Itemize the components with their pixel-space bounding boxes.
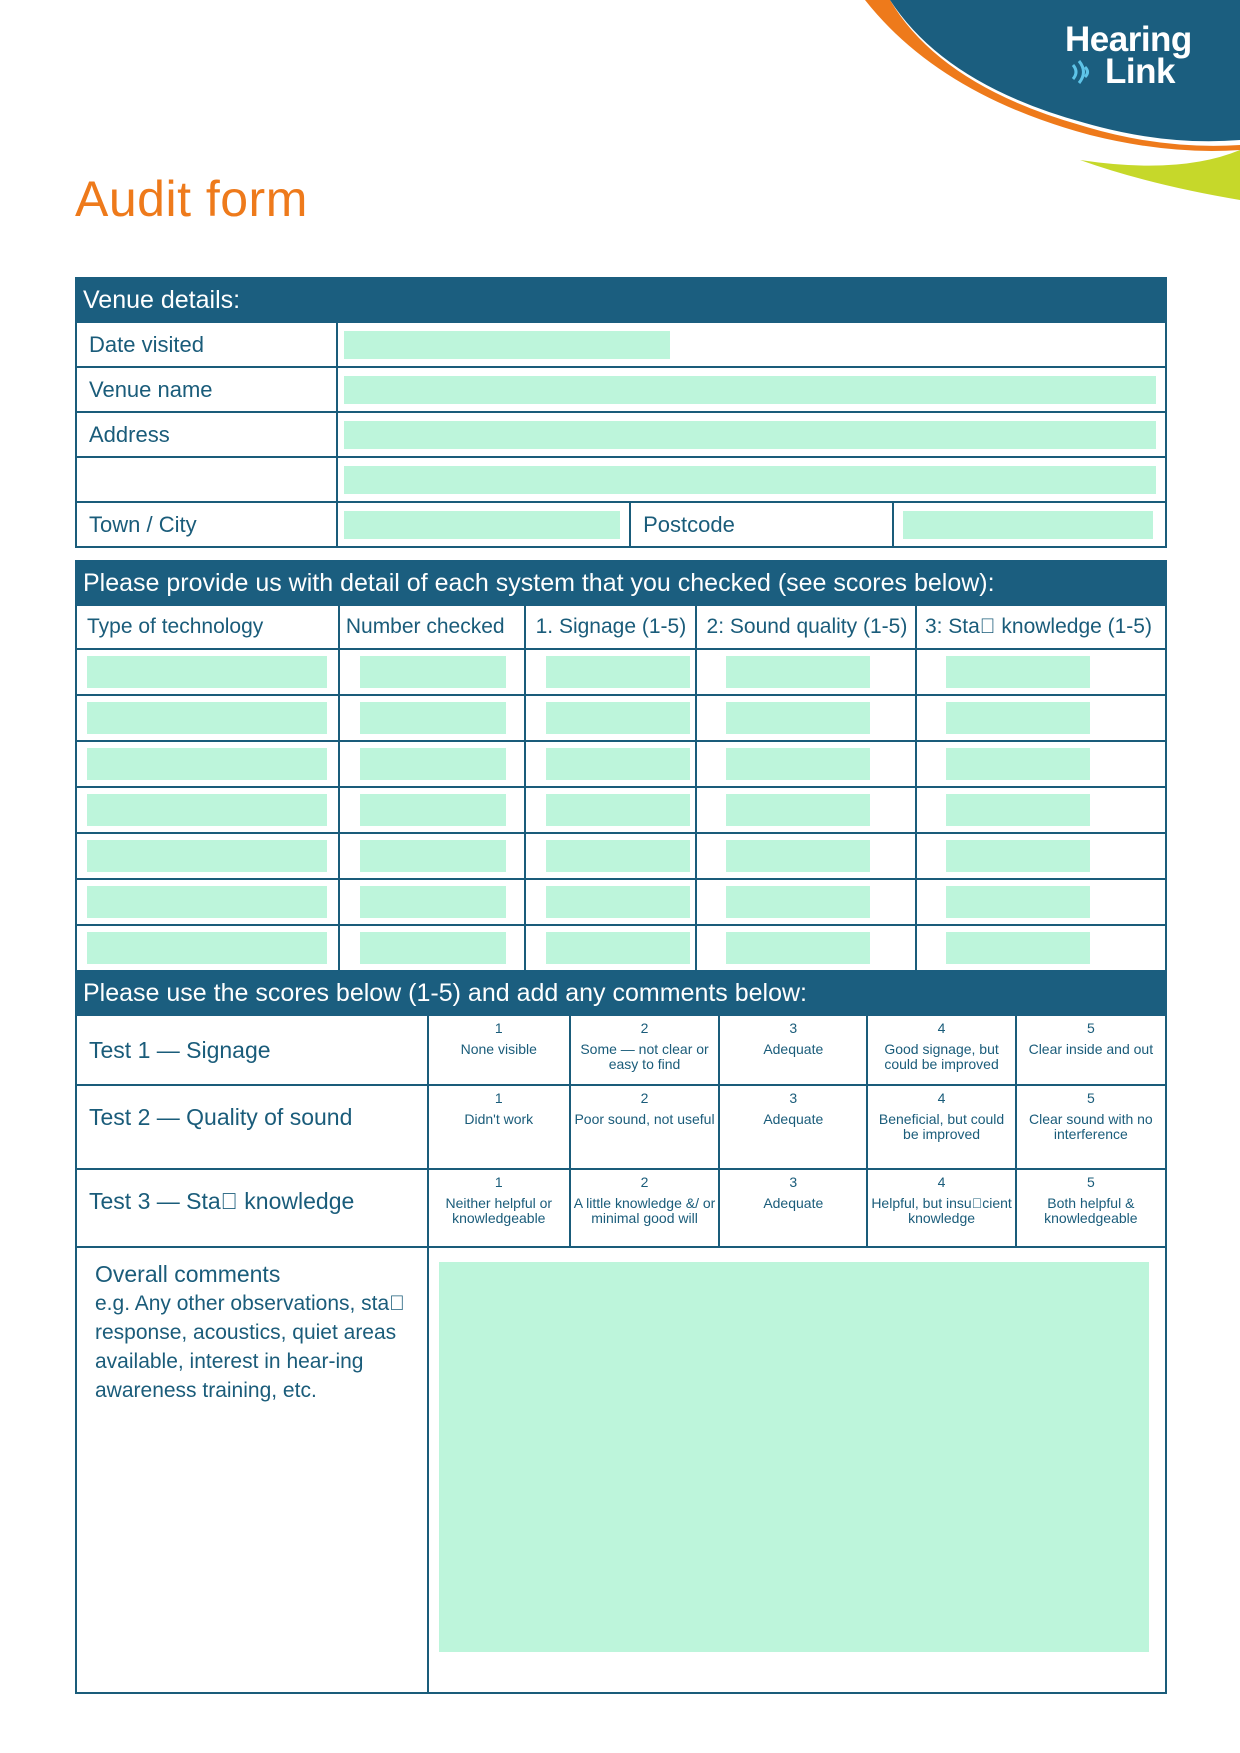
number-checked-field[interactable] <box>360 932 506 964</box>
score-description: A little knowledge &/ or minimal good will <box>573 1195 716 1226</box>
technology-field[interactable] <box>87 932 327 964</box>
technology-field[interactable] <box>87 794 327 826</box>
overall-comments-cell <box>76 1247 428 1693</box>
system-cell <box>76 695 339 741</box>
technology-field[interactable] <box>87 886 327 918</box>
system-cell <box>339 879 525 925</box>
sound-wave-icon <box>1069 57 1103 87</box>
signage-score-field[interactable] <box>546 748 690 780</box>
score-description: Both helpful & knowledgeable <box>1044 1195 1138 1226</box>
date-visited-field[interactable] <box>344 331 670 359</box>
system-cell <box>525 741 696 787</box>
sound-quality-score-field[interactable] <box>726 656 870 688</box>
address-line2-field[interactable] <box>344 466 1156 494</box>
score-description: Good signage, but could be improved <box>884 1041 999 1072</box>
staff-knowledge-score-field[interactable] <box>946 840 1090 872</box>
score-number: 1 <box>494 1090 503 1106</box>
sound-quality-score-field[interactable] <box>726 748 870 780</box>
score-level-cell <box>1016 1015 1166 1085</box>
postcode-field[interactable] <box>903 511 1153 539</box>
systems-heading: Please provide us with detail of each system that you checked (see scores below): <box>76 561 1166 605</box>
system-cell <box>339 787 525 833</box>
logo-text-hearing: Hearing <box>1065 20 1192 59</box>
number-checked-field[interactable] <box>360 702 506 734</box>
system-cell <box>696 649 916 695</box>
town-city-cell <box>337 502 630 547</box>
score-number: 3 <box>789 1090 798 1106</box>
address-label: Address <box>76 412 337 457</box>
system-cell <box>339 649 525 695</box>
score-number: 2 <box>640 1090 649 1106</box>
column-sound-quality: 2: Sound quality (1-5) <box>696 605 916 649</box>
system-cell <box>916 649 1166 695</box>
sound-quality-score-field[interactable] <box>726 840 870 872</box>
system-row <box>76 833 1166 879</box>
system-cell <box>339 741 525 787</box>
sound-quality-score-field[interactable] <box>726 886 870 918</box>
staff-knowledge-score-field[interactable] <box>946 794 1090 826</box>
page-title: Audit form <box>75 171 308 227</box>
sound-quality-score-field[interactable] <box>726 702 870 734</box>
system-row <box>76 741 1166 787</box>
score-level-cell <box>428 1085 570 1169</box>
system-rows <box>76 649 1166 971</box>
system-row <box>76 695 1166 741</box>
system-cell <box>76 787 339 833</box>
venue-details-table <box>75 277 1167 548</box>
overall-comments-input-cell <box>428 1247 1166 1693</box>
system-cell <box>916 787 1166 833</box>
systems-table <box>75 560 1167 972</box>
system-cell <box>525 879 696 925</box>
score-description: Neither helpful or knowledgeable <box>445 1195 553 1226</box>
town-city-field[interactable] <box>344 511 620 539</box>
score-number: 1 <box>494 1020 503 1036</box>
address-blank-label <box>76 457 337 502</box>
score-description: Adequate <box>763 1111 824 1127</box>
number-checked-field[interactable] <box>360 886 506 918</box>
system-cell <box>525 695 696 741</box>
number-checked-field[interactable] <box>360 748 506 780</box>
address-cell-2 <box>337 457 1166 502</box>
column-number-checked: Number checked <box>339 605 525 649</box>
staff-knowledge-score-field[interactable] <box>946 932 1090 964</box>
test-label: Test 3 — Sta  knowledge <box>76 1169 428 1247</box>
technology-field[interactable] <box>87 656 327 688</box>
system-cell <box>696 741 916 787</box>
date-visited-cell <box>337 322 1166 367</box>
venue-details-heading: Venue details: <box>76 278 1166 322</box>
system-row <box>76 879 1166 925</box>
signage-score-field[interactable] <box>546 886 690 918</box>
logo-text-link: Link <box>1105 52 1175 91</box>
postcode-label: Postcode <box>630 502 893 547</box>
system-cell <box>339 833 525 879</box>
system-cell <box>76 741 339 787</box>
score-description: Beneficial, but could be improved <box>878 1111 1005 1142</box>
score-number: 2 <box>640 1174 649 1190</box>
technology-field[interactable] <box>87 840 327 872</box>
score-description: Poor sound, not useful <box>574 1111 715 1127</box>
town-city-label: Town / City <box>76 502 337 547</box>
staff-knowledge-score-field[interactable] <box>946 702 1090 734</box>
score-number: 2 <box>640 1020 649 1036</box>
signage-score-field[interactable] <box>546 932 690 964</box>
system-row <box>76 787 1166 833</box>
system-cell <box>696 695 916 741</box>
scores-heading: Please use the scores below (1-5) and add any comments below: <box>76 971 1166 1015</box>
date-visited-label: Date visited <box>76 322 337 367</box>
system-row <box>76 649 1166 695</box>
system-cell <box>916 879 1166 925</box>
system-cell <box>525 833 696 879</box>
signage-score-field[interactable] <box>546 794 690 826</box>
score-level-cell <box>1016 1169 1166 1247</box>
score-number: 5 <box>1086 1090 1095 1106</box>
score-description: Didn't work <box>464 1111 534 1127</box>
signage-score-field[interactable] <box>546 840 690 872</box>
score-description: Adequate <box>763 1195 824 1211</box>
score-number: 3 <box>789 1020 798 1036</box>
score-description: Clear inside and out <box>1028 1041 1154 1057</box>
score-level-cell <box>719 1169 867 1247</box>
score-level-cell <box>1016 1085 1166 1169</box>
score-description: Helpful, but insu cient knowledge <box>871 1195 1012 1226</box>
score-number: 4 <box>937 1020 946 1036</box>
score-description: Adequate <box>763 1041 824 1057</box>
score-number: 4 <box>937 1174 946 1190</box>
system-cell <box>339 925 525 971</box>
column-type-of-technology: Type of technology <box>76 605 339 649</box>
score-description: Some — not clear or easy to find <box>580 1041 709 1072</box>
system-cell <box>525 925 696 971</box>
system-cell <box>76 879 339 925</box>
score-number: 4 <box>937 1090 946 1106</box>
hearing-link-logo <box>1065 20 1200 91</box>
system-cell <box>525 649 696 695</box>
number-checked-field[interactable] <box>360 656 506 688</box>
overall-comments-title: Overall comments <box>95 1261 281 1287</box>
system-cell <box>916 695 1166 741</box>
venue-name-cell <box>337 367 1166 412</box>
address-cell <box>337 412 1166 457</box>
score-number: 3 <box>789 1174 798 1190</box>
score-row <box>76 1085 1166 1169</box>
score-row <box>76 1169 1166 1247</box>
score-level-cell <box>570 1169 719 1247</box>
score-row <box>76 1015 1166 1085</box>
system-cell <box>76 925 339 971</box>
overall-comments-hint: e.g. Any other observations, sta  response, acoustics, quiet areas available, interest in hear-ing awareness training, etc. <box>95 1292 405 1402</box>
score-description: None visible <box>460 1041 537 1057</box>
system-cell <box>696 833 916 879</box>
column-staff-knowledge: 3: Sta  knowledge (1-5) <box>916 605 1166 649</box>
score-number: 5 <box>1086 1174 1095 1190</box>
column-signage: 1. Signage (1-5) <box>525 605 696 649</box>
system-cell <box>525 787 696 833</box>
score-level-cell <box>570 1085 719 1169</box>
score-level-cell <box>719 1015 867 1085</box>
address-line1-field[interactable] <box>344 421 1156 449</box>
system-cell <box>916 833 1166 879</box>
staff-knowledge-score-field[interactable] <box>946 886 1090 918</box>
score-level-cell <box>428 1015 570 1085</box>
system-cell <box>696 879 916 925</box>
system-row <box>76 925 1166 971</box>
score-description: Clear sound with no interference <box>1028 1111 1153 1142</box>
score-level-cell <box>867 1015 1015 1085</box>
technology-field[interactable] <box>87 748 327 780</box>
system-cell <box>76 833 339 879</box>
system-cell <box>916 925 1166 971</box>
system-cell <box>696 787 916 833</box>
scores-table <box>75 970 1167 1694</box>
score-level-cell <box>428 1169 570 1247</box>
staff-knowledge-score-field[interactable] <box>946 748 1090 780</box>
score-level-cell <box>867 1169 1015 1247</box>
test-label: Test 1 — Signage <box>76 1015 428 1085</box>
overall-comments-field[interactable] <box>439 1262 1149 1652</box>
signage-score-field[interactable] <box>546 702 690 734</box>
sound-quality-score-field[interactable] <box>726 794 870 826</box>
venue-name-label: Venue name <box>76 367 337 412</box>
score-rows <box>76 1015 1166 1247</box>
score-number: 1 <box>494 1174 503 1190</box>
number-checked-field[interactable] <box>360 840 506 872</box>
system-cell <box>916 741 1166 787</box>
signage-score-field[interactable] <box>546 656 690 688</box>
staff-knowledge-score-field[interactable] <box>946 656 1090 688</box>
score-level-cell <box>719 1085 867 1169</box>
number-checked-field[interactable] <box>360 794 506 826</box>
postcode-cell <box>893 502 1166 547</box>
system-cell <box>339 695 525 741</box>
test-label: Test 2 — Quality of sound <box>76 1085 428 1169</box>
sound-quality-score-field[interactable] <box>726 932 870 964</box>
score-number: 5 <box>1086 1020 1095 1036</box>
system-cell <box>76 649 339 695</box>
technology-field[interactable] <box>87 702 327 734</box>
system-cell <box>696 925 916 971</box>
venue-name-field[interactable] <box>344 376 1156 404</box>
score-level-cell <box>867 1085 1015 1169</box>
score-level-cell <box>570 1015 719 1085</box>
